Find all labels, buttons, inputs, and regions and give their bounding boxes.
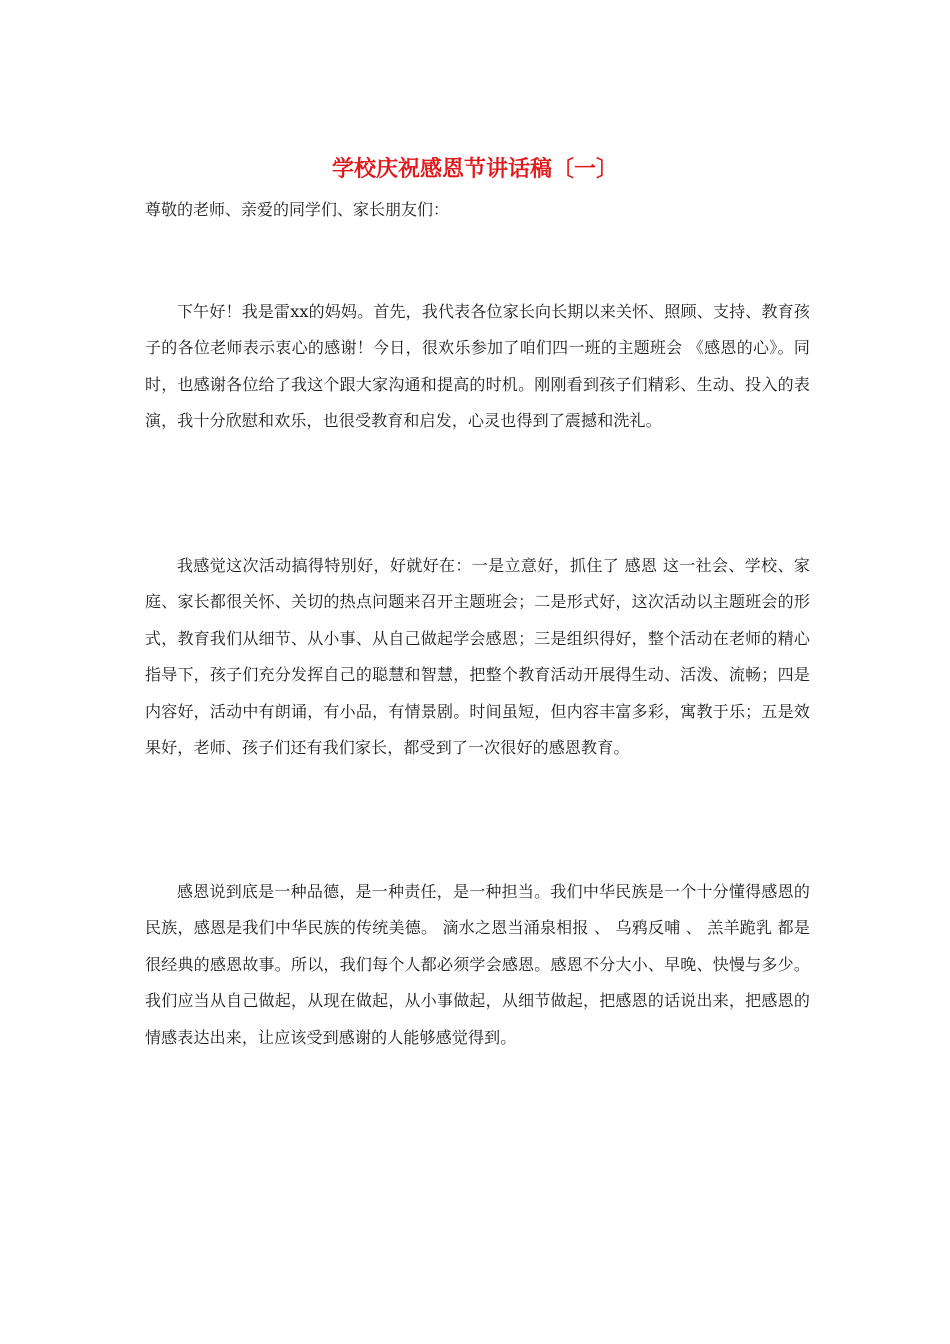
paragraph-gratitude-virtue: 感恩说到底是一种品德，是一种责任，是一种担当。我们中华民族是一个十分懂得感恩的民族，感恩是我们中华民族的传统美德。 滴水之恩当涌泉相报 、 乌鸦反哺 、 羔羊跪乳 都是很经典的感恩故事。所以，我们每个人都必须学会感恩。感恩不分大小、早晚、快慢与多少。我们应当从自己做起，从现在做起，从小事做起，从细节做起，把感恩的话说出来，把感恩的情感表达出来，让应该受到感谢的人能够感觉得到。 [145,882,810,1047]
document-title: 学校庆祝感恩节讲话稿〔一〕 [331,156,618,182]
paragraph-greeting: 下午好！我是雷xx的妈妈。首先，我代表各位家长向长期以来关怀、照顾、支持、教育孩子的各位老师表示衷心的感谢！今日，很欢乐参加了咱们四一班的主题班会 《感恩的心》。同时，也感谢各位给了我这个跟大家沟通和提高的时机。刚刚看到孩子们精彩、生动、投入的表演，我十分欣慰和欢乐，也很受教育和启发，心灵也得到了震撼和洗礼。 [145,302,810,431]
paragraph-activity-review: 我感觉这次活动搞得特别好，好就好在：一是立意好，抓住了 感恩 这一社会、学校、家庭、家长都很关怀、关切的热点问题来召开主题班会；二是形式好，这次活动以主题班会的形式，教育我们从细节、从小事、从自己做起学会感恩；三是组织得好，整个活动在老师的精心指导下，孩子们充分发挥自己的聪慧和智慧，把整个教育活动开展得生动、活泼、流畅；四是内容好，活动中有朗诵，有小品，有情景剧。时间虽短，但内容丰富多彩，寓教于乐；五是效果好，老师、孩子们还有我们家长，都受到了一次很好的感恩教育。 [145,556,810,758]
salutation: 尊敬的老师、亲爱的同学们、家长朋友们： [145,200,450,219]
